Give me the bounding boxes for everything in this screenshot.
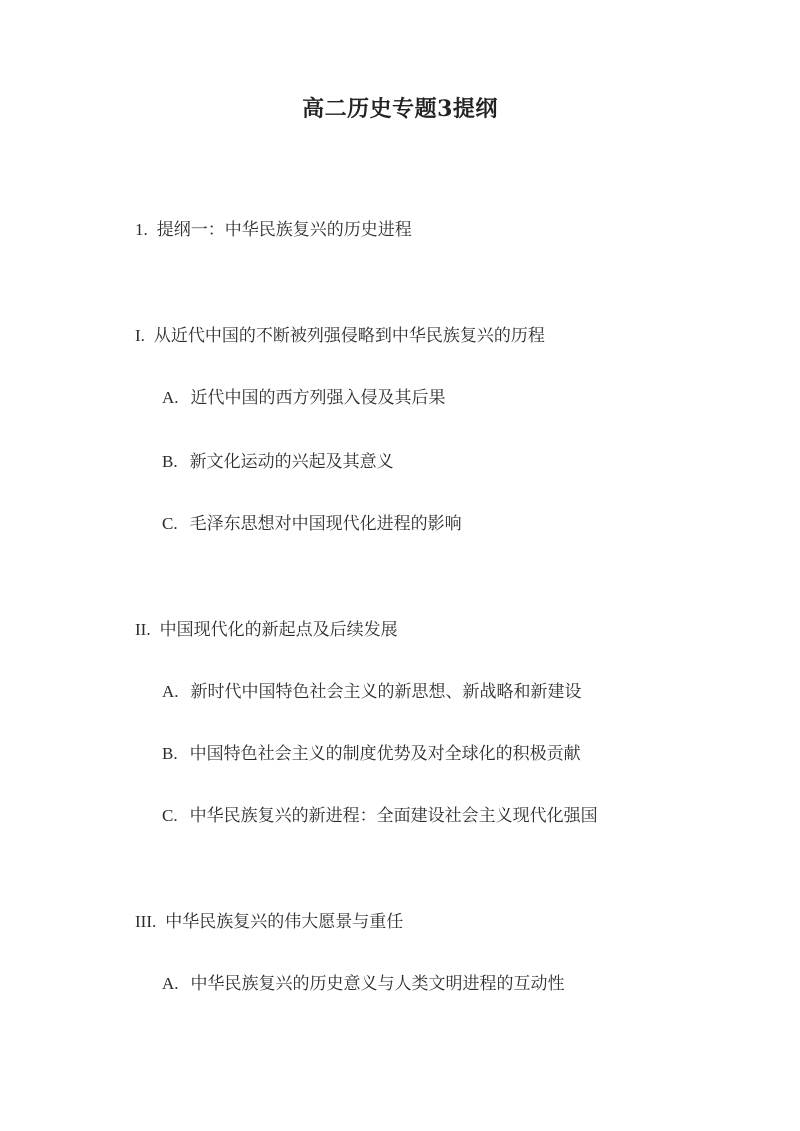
section-heading-2: [135, 618, 398, 642]
item-marker: A.: [162, 974, 179, 993]
section-numeral: II.: [135, 620, 151, 639]
item-text: 中华民族复兴的新进程：全面建设社会主义现代化强国: [189, 806, 598, 826]
item-marker: C.: [162, 806, 178, 825]
item-marker: C.: [162, 514, 178, 533]
list-item: [162, 450, 394, 474]
list-item: [162, 742, 581, 766]
item-marker: A.: [162, 682, 179, 701]
list-item: [162, 804, 598, 828]
item-text: 毛泽东思想对中国现代化进程的影响: [189, 514, 462, 534]
item-text: 新文化运动的兴起及其意义: [189, 452, 394, 472]
outline-heading: [135, 218, 412, 242]
item-marker: B.: [162, 452, 178, 471]
item-text: 中国特色社会主义的制度优势及对全球化的积极贡献: [189, 744, 581, 764]
section-numeral: I.: [135, 326, 145, 345]
section-numeral: III.: [135, 912, 157, 931]
item-text: 新时代中国特色社会主义的新思想、新战略和新建设: [190, 682, 582, 702]
list-item: [162, 972, 565, 996]
item-text: 近代中国的西方列强入侵及其后果: [190, 388, 446, 408]
list-item: [162, 386, 446, 410]
list-item: [162, 512, 462, 536]
item-text: 中华民族复兴的历史意义与人类文明进程的互动性: [190, 974, 565, 994]
outline-label: 提纲一：中华民族复兴的历史进程: [156, 220, 412, 240]
section-heading-3: [135, 910, 403, 934]
outline-number: 1.: [135, 220, 148, 239]
item-marker: A.: [162, 388, 179, 407]
section-heading-text: 中华民族复兴的伟大愿景与重任: [165, 912, 404, 932]
section-heading-text: 从近代中国的不断被列强侵略到中华民族复兴的历程: [153, 326, 545, 346]
item-marker: B.: [162, 744, 178, 763]
section-heading-1: [135, 324, 545, 348]
page-title: 高二历史专题3提纲: [302, 96, 498, 122]
list-item: [162, 680, 582, 704]
section-heading-text: 中国现代化的新起点及后续发展: [159, 620, 398, 640]
